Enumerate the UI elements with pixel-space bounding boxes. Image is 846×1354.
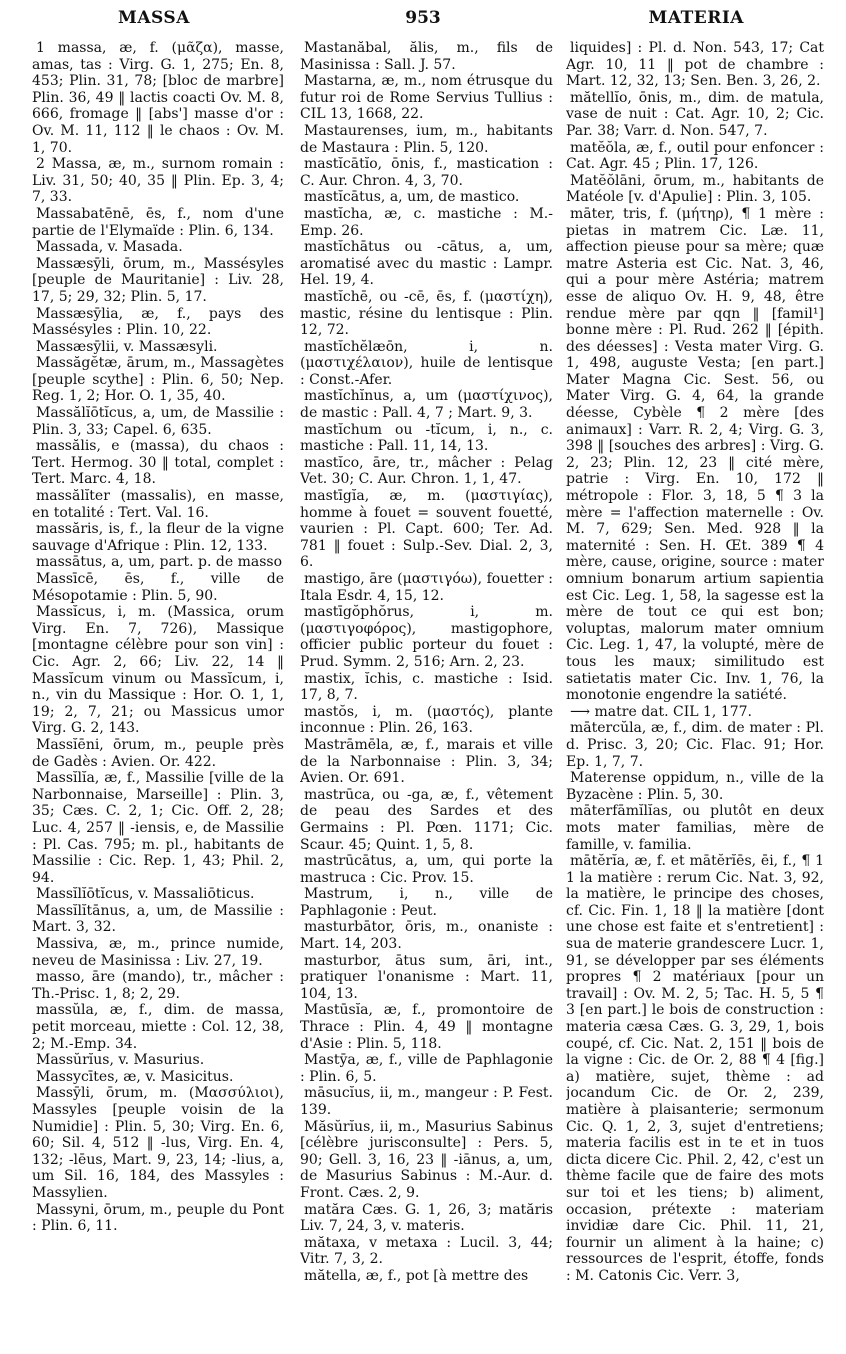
dictionary-entry: mastĭcātus, a, um, de mastico. xyxy=(304,189,520,206)
dictionary-entry: mastĭcātĭo, ōnis, f., mastication : C. Aur. Chron. 4, 3, 70. xyxy=(300,156,553,189)
dictionary-entry: mātĕrĭa, æ, f. et mātĕrĭēs, ēi, f., ¶ 1 1 la matière : rerum Cic. Nat. 3, 92, la matière, le principe des choses, cf. Cic. Fin. 1, 18 ‖ la matière [dont une chose est faite et s'entretient] : sua de materie grandescere Lucr. 1, 91, se développer par ses éléments propres ¶ 2 matériaux [pour un travail] : Ov. M. 2, 5; Tac. H. 5, 5 ¶ 3 [en part.] le bois de construction : materia cæsa Cæs. G. 3, 29, 1, bois coupé, cf. Cic. Nat. 2, 151 ‖ bois de la vigne : Cic. de Or. 2, 88 ¶ 4 [fig.] a) matière, sujet, thème : ad jocandum Cic. de Or. 2, 239, matière à plaisanterie; sermonum Cic. Q. 1, 2, 3, sujet d'entretiens; materia facilis est in te et in tuos dicta dicere Cic. Phil. 2, 42, c'est un thème facile que de faire des mots sur toi et les tiens; b) aliment, occasion, prétexte : materiam invidiæ dare Cic. Phil. 11, 21, fournir un aliment à la haine; c) ressources de l'esprit, étoffe, fonds : M. Catonis Cic. Verr. 3, xyxy=(566,853,824,1284)
dictionary-entry: mastīgŏphŏrus, i, m. (μαστιγοφόρος), mastigophore, officier public porteur du fouet : Prud. Symm. 2, 516; Arn. 2, 23. xyxy=(300,604,553,670)
dictionary-entry: masturbor, ātus sum, āri, int., pratiquer l'onanisme : Mart. 11, 104, 13. xyxy=(300,952,553,1002)
dictionary-entry: Mastanăbal, ălis, m., fils de Masinissa : Sall. J. 57. xyxy=(300,40,553,73)
dictionary-entry: masso, āre (mando), tr., mâcher : Th.-Prisc. 1, 8; 2, 29. xyxy=(32,969,284,1002)
dictionary-entry: Mastaurenses, ium, m., habitants de Mastaura : Plin. 5, 120. xyxy=(300,122,553,156)
dictionary-entry: mātercŭla, æ, f., dim. de mater : Pl. d. Prisc. 3, 20; Cic. Flac. 91; Hor. Ep. 1, 7, 7. xyxy=(566,720,824,770)
dictionary-entry: massŭla, æ, f., dim. de massa, petit morceau, miette : Col. 12, 38, 2; M.-Emp. 34. xyxy=(32,1002,284,1052)
right-guide-word: MATERIA xyxy=(648,8,744,28)
dictionary-entry: massăris, is, f., la fleur de la vigne sauvage d'Afrique : Plin. 12, 133. xyxy=(32,521,284,554)
dictionary-entry: mastix, ĭchis, c. mastiche : Isid. 17, 8, 7. xyxy=(300,670,553,704)
column-2 xyxy=(300,40,553,1350)
dictionary-entry: Mastūsĭa, æ, f., promontoire de Thrace : Plin. 4, 49 ‖ montagne d'Asie : Plin. 5, 118. xyxy=(300,1002,553,1052)
dictionary-entry: mătaxa, v metaxa : Lucil. 3, 44; Vitr. 7, 3, 2. xyxy=(300,1234,553,1268)
dictionary-entry: Massȳli, ōrum, m. (Μασσύλιοι), Massyles [peuple voisin de la Numidie] : Plin. 5, 30; Virg. En. 6, 60; Sil. 4, 512 ‖ -lus, Virg. En. 4, 132; -lēus, Mart. 9, 23, 14; -lius, a, um Sil. 16, 184, des Massyles : Massylien. xyxy=(32,1085,284,1201)
dictionary-entry: Massălĭōtĭcus, a, um, de Massilie : Plin. 3, 33; Capel. 6, 635. xyxy=(32,405,284,438)
dictionary-entry: matĕŏla, æ, f., outil pour enfoncer : Cat. Agr. 45 ; Plin. 17, 126. xyxy=(566,139,824,173)
dictionary-entry: Massyni, ōrum, m., peuple du Pont : Plin. 6, 11. xyxy=(32,1201,284,1235)
dictionary-entry: matăra Cæs. G. 1, 26, 3; matăris Liv. 7, 24, 3, v. materis. xyxy=(300,1201,553,1235)
dictionary-entry: 1 massa, æ, f. (μᾶζα), masse, amas, tas : Virg. G. 1, 275; En. 8, 453; Plin. 31, 78; [bloc de marbre] Plin. 36, 49 ‖ lactis coacti Ov. M. 8, 666, fromage ‖ [abs'] masse d'or : Ov. M. 11, 112 ‖ le chaos : Ov. M. 1, 70. xyxy=(32,40,284,156)
dictionary-entry: mastĭchātus ou -cātus, a, um, aromatisé avec du mastic : Lampr. Hel. 19, 4. xyxy=(300,239,553,289)
dictionary-entry: mătella, æ, f., pot [à mettre des xyxy=(304,1267,529,1284)
dictionary-entry: massălis, e (massa), du chaos : Tert. Hermog. 30 ‖ total, complet : Tert. Marc. 4, 18. xyxy=(32,438,284,488)
dictionary-entry: mătellĭo, ōnis, m., dim. de matula, vase de nuit : Cat. Agr. 10, 2; Cic. Par. 38; Varr. d. Non. 547, 7. xyxy=(566,89,824,139)
dictionary-entry: Massĭlĭtānus, a, um, de Massilie : Mart. 3, 32. xyxy=(32,902,284,936)
dictionary-entry: Massĭcus, i, m. (Massica, orum Virg. En. 7, 726), Massique [montagne célèbre pour son vin] : Cic. Agr. 2, 66; Liv. 22, 14 ‖ Massĭcum vinum ou Massĭcum, i, n., vin du Massique : Hor. O. 1, 1, 19; 2, 7, 21; ou Massicus umor Virg. G. 2, 143. xyxy=(32,604,284,737)
column-1 xyxy=(32,40,284,1350)
dictionary-entry: liquides] : Pl. d. Non. 543, 17; Cat Agr. 10, 11 ‖ pot de chambre : Mart. 12, 32, 13; Sen. Ben. 3, 26, 2. xyxy=(566,40,824,90)
dictionary-entry: Materense oppidum, n., ville de la Byzacène : Plin. 5, 30. xyxy=(566,770,824,803)
dictionary-entry: Massiva, æ, m., prince numide, neveu de Masinissa : Liv. 27, 19. xyxy=(32,936,284,969)
dictionary-entry: mastrūcātus, a, um, qui porte la mastruca : Cic. Prov. 15. xyxy=(300,853,553,886)
dictionary-entry: mastrūca, ou -ga, æ, f., vêtement de peau des Sardes et des Germains : Pl. Pœn. 1171; Cic. Scaur. 45; Quint. 1, 5, 8. xyxy=(300,786,553,853)
dictionary-entry: mastĭchĕlæōn, i, n. (μαστιχέλαιον), huile de lentisque : Const.-Afer. xyxy=(300,338,553,388)
page-header xyxy=(0,8,846,34)
dictionary-entry: mastīgĭa, æ, m. (μαστιγίας), homme à fouet = souvent fouetté, vaurien : Pl. Capt. 600; Ter. Ad. 781 ‖ fouet : Sulp.-Sev. Dial. 2, 3, 6. xyxy=(300,488,553,571)
dictionary-entry: ⟶ matre dat. CIL 1, 177. xyxy=(570,703,752,720)
dictionary-entry: Massæsȳlii, v. Massæsyli. xyxy=(36,338,218,355)
dictionary-entry: Massæsȳlia, æ, f., pays des Massésyles : Plin. 10, 22. xyxy=(32,305,284,339)
dictionary-entry: Massăgĕtæ, ārum, m., Massagètes [peuple scythe] : Plin. 6, 50; Nep. Reg. 1, 2; Hor. O. 1, 35, 40. xyxy=(32,355,284,405)
dictionary-entry: Mastȳa, æ, f., ville de Paphlagonie : Plin. 6, 5. xyxy=(300,1052,553,1085)
dictionary-entry: mastĭco, āre, tr., mâcher : Pelag Vet. 30; C. Aur. Chron. 1, 1, 47. xyxy=(300,454,553,488)
dictionary-entry: Massĭēni, ōrum, m., peuple près de Gadès : Avien. Or. 422. xyxy=(32,736,284,770)
dictionary-entry: Mastarna, æ, m., nom étrusque du futur roi de Rome Servius Tullius : CIL 13, 1668, 22. xyxy=(300,73,553,123)
dictionary-entry: Mastrāmēla, æ, f., marais et ville de la Narbonnaise : Plin. 3, 34; Avien. Or. 691. xyxy=(300,736,553,787)
dictionary-entry: māterfāmĭlĭas, ou plutôt en deux mots mater familias, mère de famille, v. familia. xyxy=(566,803,824,853)
dictionary-entry: massălĭter (massalis), en masse, en totalité : Tert. Val. 16. xyxy=(32,488,284,521)
dictionary-entry: mastĭcha, æ, c. mastiche : M.-Emp. 26. xyxy=(300,205,553,239)
dictionary-entry: Massada, v. Masada. xyxy=(36,239,183,256)
page-number: 953 xyxy=(405,8,441,28)
dictionary-entry: Massĭlĭōtĭcus, v. Massaliōticus. xyxy=(36,886,255,903)
dictionary-entry: mastĭchē, ou -cē, ēs, f. (μαστίχη), mastic, résine du lentisque : Plin. 12, 72. xyxy=(300,288,553,339)
dictionary-entry: masturbātor, ōris, m., onaniste : Mart. 14, 203. xyxy=(300,919,553,953)
dictionary-entry: Matĕŏlāni, ōrum, m., habitants de Matéole [v. d'Apulie] : Plin. 3, 105. xyxy=(566,172,824,206)
dictionary-entry: Massabatēnē, ēs, f., nom d'une partie de l'Elymaïde : Plin. 6, 134. xyxy=(32,205,284,239)
dictionary-entry: Măsŭrĭus, ii, m., Masurius Sabinus [célèbre jurisconsulte] : Pers. 5, 90; Gell. 3, 16, 23 ‖ -iānus, a, um, de Masurius Sabinus : M.-Aur. d. Front. Cæs. 2, 9. xyxy=(300,1118,553,1201)
dictionary-entry: Massæsȳli, ōrum, m., Massésyles [peuple de Mauritanie] : Liv. 28, 17, 5; 29, 32; Plin. 5, 17. xyxy=(32,255,284,305)
dictionary-entry: māter, tris, f. (μήτηρ), ¶ 1 mère : pietas in matrem Cic. Læ. 11, affection pieuse pour sa mère; quæ matre Asteria est Cic. Nat. 3, 46, qui a pour mère Astéria; matrem esse de aliquo Ov. H. 9, 48, être rendue mère par qqn ‖ [famil¹] bonne mère : Pl. Rud. 262 ‖ [épith. des déesses] : Vesta mater Virg. G. 1, 498, auguste Vesta; [en part.] Mater Magna Cic. Sest. 56, ou Mater Virg. G. 4, 64, la grande déesse, Cybèle ¶ 2 mère [des animaux] : Varr. R. 2, 4; Virg. G. 3, 398 ‖ [souches des arbres] : Virg. G. 2, 23; Plin. 12, 23 ‖ cité mère, patrie : Virg. En. 10, 172 ‖ métropole : Flor. 3, 18, 5 ¶ 3 la mère = l'affection maternelle : Ov. M. 7, 629; Sen. Med. 928 ‖ la maternité : Sen. H. Œt. 389 ¶ 4 mère, cause, origine, source : mater omnium bonarum artium sapientia est Cic. Leg. 1, 58, la sagesse est la mère de tout ce qui est bon; voluptas, malorum mater omnium Cic. Leg. 1, 47, la volupté, mère de tous les maux; similitudo est satietatis mater Cic. Inv. 1, 76, la monotonie engendre la satiété. xyxy=(566,205,824,704)
dictionary-entry: Massĭlĭa, æ, f., Massilie [ville de la Narbonnaise, Marseille] : Plin. 3, 35; Cæs. C. 2, 1; Cic. Off. 2, 28; Luc. 4, 257 ‖ -iensis, e, de Massilie : Pl. Cas. 795; m. pl., habitants de Massilie : Cic. Rep. 1, 43; Phil. 2, 94. xyxy=(32,770,284,886)
dictionary-entry: Massīcē, ēs, f., ville de Mésopotamie : Plin. 5, 90. xyxy=(32,571,284,604)
dictionary-entry: Massŭrĭus, v. Masurius. xyxy=(36,1052,205,1069)
dictionary-entry: mastigo, āre (μαστιγόω), fouetter : Itala Esdr. 4, 15, 12. xyxy=(300,571,553,604)
dictionary-entry: 2 Massa, æ, m., surnom romain : Liv. 31, 50; 40, 35 ‖ Plin. Ep. 3, 4; 7, 33. xyxy=(32,156,284,206)
dictionary-entry: mastŏs, i, m. (μαστός), plante inconnue : Plin. 26, 163. xyxy=(300,703,553,737)
dictionary-entry: mastĭchum ou -tĭcum, i, n., c. mastiche : Pall. 11, 14, 13. xyxy=(300,421,553,455)
dictionary-entry: Mastrum, i, n., ville de Paphlagonie : Peut. xyxy=(300,886,553,919)
column-3 xyxy=(566,40,824,1350)
dictionary-entry: Massycītes, æ, v. Masicitus. xyxy=(36,1068,234,1085)
dictionary-entry: māsucĭus, ii, m., mangeur : P. Fest. 139. xyxy=(300,1085,553,1118)
dictionary-entry: massātus, a, um, part. p. de masso xyxy=(36,554,283,571)
left-guide-word: MASSA xyxy=(118,8,190,28)
dictionary-entry: mastĭchĭnus, a, um (μαστίχινος), de mastic : Pall. 4, 7 ; Mart. 9, 3. xyxy=(300,388,553,422)
